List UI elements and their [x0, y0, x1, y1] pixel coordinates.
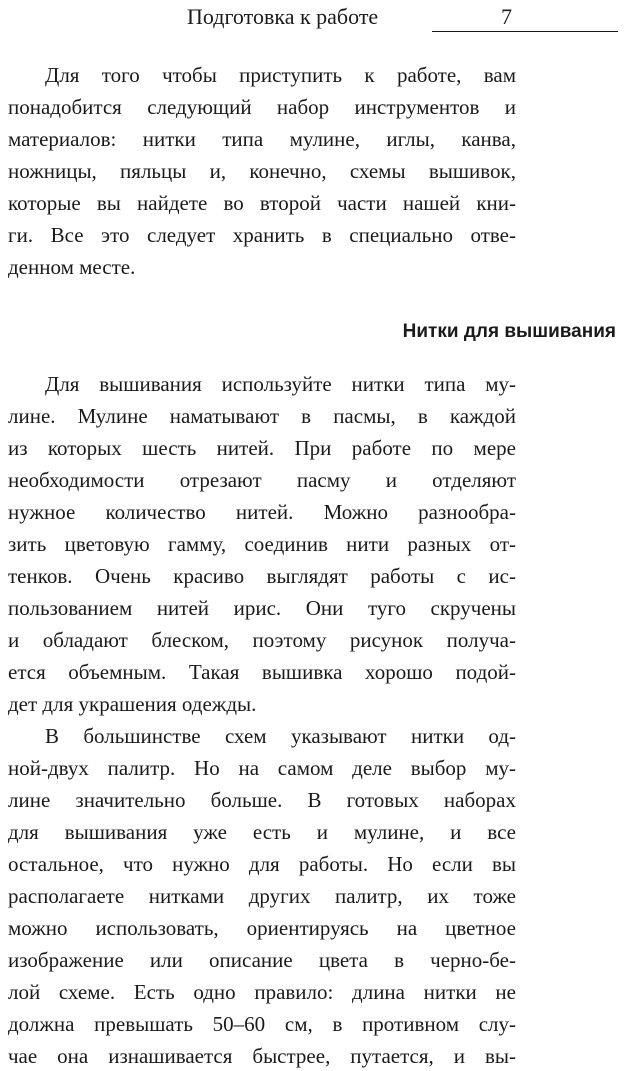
- text-line: лине. Мулине наматывают в пасмы, в каждой: [8, 404, 516, 428]
- text-line: ги. Все это следует хранить в специально отве-: [8, 223, 516, 247]
- text-line: изображение или описание цвета в черно-бе-: [8, 948, 516, 972]
- text-line: для вышивания уже есть и мулине, и все: [8, 820, 516, 844]
- text-line: остальное, что нужно для работы. Но если вы: [8, 852, 516, 876]
- text-line: чае она изнашивается быстрее, путается, и вы-: [8, 1044, 516, 1068]
- text-line: должна превышать 50–60 см, в противном слу-: [8, 1012, 516, 1036]
- text-line: лой схеме. Есть одно правило: длина нитки не: [8, 980, 516, 1004]
- text-line: Для вышивания используйте нитки типа му-: [45, 372, 516, 396]
- text-line: ется объемным. Такая вышивка хорошо подой-: [8, 660, 516, 684]
- running-head-title: Подготовка к работе: [187, 4, 379, 29]
- running-head-rule: [432, 31, 618, 32]
- text-line: денном месте.: [8, 255, 136, 279]
- text-line: пользованием нитей ирис. Они туго скручены: [8, 596, 516, 620]
- text-line: понадобится следующий набор инструментов и: [8, 95, 516, 119]
- text-line: зить цветовую гамму, соединив нити разных от-: [8, 532, 516, 556]
- text-line: которые вы найдете во второй части нашей кни-: [8, 191, 516, 215]
- section-heading: Нитки для вышивания: [402, 321, 616, 342]
- text-line: ножницы, пяльцы и, конечно, схемы вышивок,: [8, 159, 516, 183]
- text-line: ной-двух палитр. Но на самом деле выбор му-: [8, 756, 516, 780]
- text-line: из которых шесть нитей. При работе по мере: [8, 436, 516, 460]
- text-line: тенков. Очень красиво выглядят работы с ис-: [8, 564, 516, 588]
- text-line: необходимости отрезают пасму и отделяют: [8, 468, 516, 492]
- text-line: и обладают блеском, поэтому рисунок получа-: [8, 628, 516, 652]
- text-line: можно использовать, ориентируясь на цветное: [8, 916, 516, 940]
- text-line: В большинстве схем указывают нитки од-: [45, 724, 516, 748]
- text-line: дет для украшения одежды.: [8, 692, 257, 716]
- text-line: материалов: нитки типа мулине, иглы, канва,: [8, 127, 516, 151]
- text-line: лине значительно больше. В готовых наборах: [8, 788, 516, 812]
- page-number: 7: [501, 4, 512, 29]
- text-line: Для того чтобы приступить к работе, вам: [45, 63, 516, 87]
- text-line: нужное количество нитей. Можно разнообра-: [8, 500, 516, 524]
- text-line: располагаете нитками других палитр, их тоже: [8, 884, 516, 908]
